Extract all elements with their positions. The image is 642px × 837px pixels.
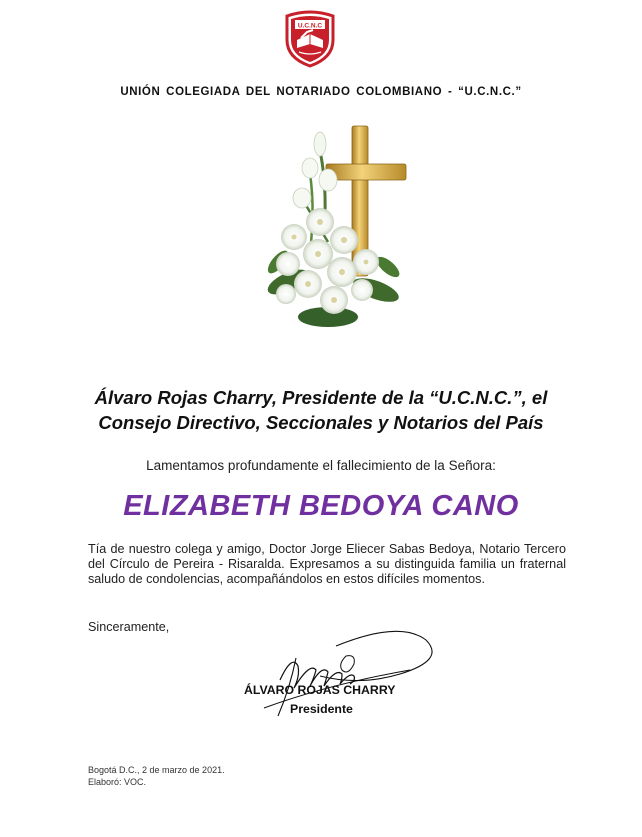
closing-text: Sinceramente,: [88, 620, 170, 634]
signer-title: Presidente: [290, 702, 353, 716]
cross-with-flowers-icon: [258, 122, 418, 337]
footer-author: Elaboró: VOC.: [88, 777, 147, 787]
signer-name: ÁLVARO ROJAS CHARRY: [244, 683, 396, 697]
heading: [40, 385, 602, 435]
organization-title: UNIÓN COLEGIADA DEL NOTARIADO COLOMBIANO - “U.C.N.C.”: [120, 86, 522, 98]
lament-text: Lamentamos profundamente el fallecimiento de la Señora:: [146, 458, 496, 473]
deceased-name: ELIZABETH BEDOYA CANO: [123, 490, 519, 522]
heading-line-1: Álvaro Rojas Charry, Presidente de la “U.C.N.C.”, el: [94, 387, 548, 408]
body-paragraph: Tía de nuestro colega y amigo, Doctor Jorge Eliecer Sabas Bedoya, Notario Tercero del Círculo de Pereira - Risaralda. Expresamos a su distinguida familia un fraternal saludo de condolencias, acompañándolos en estos difíciles momentos.: [88, 542, 566, 586]
ucnc-logo-icon: [283, 10, 337, 68]
footer-date: Bogotá D.C., 2 de marzo de 2021.: [88, 765, 225, 775]
logo-text: U.C.N.C: [297, 22, 323, 30]
heading-line-2: Consejo Directivo, Seccionales y Notarios del País: [98, 412, 544, 433]
